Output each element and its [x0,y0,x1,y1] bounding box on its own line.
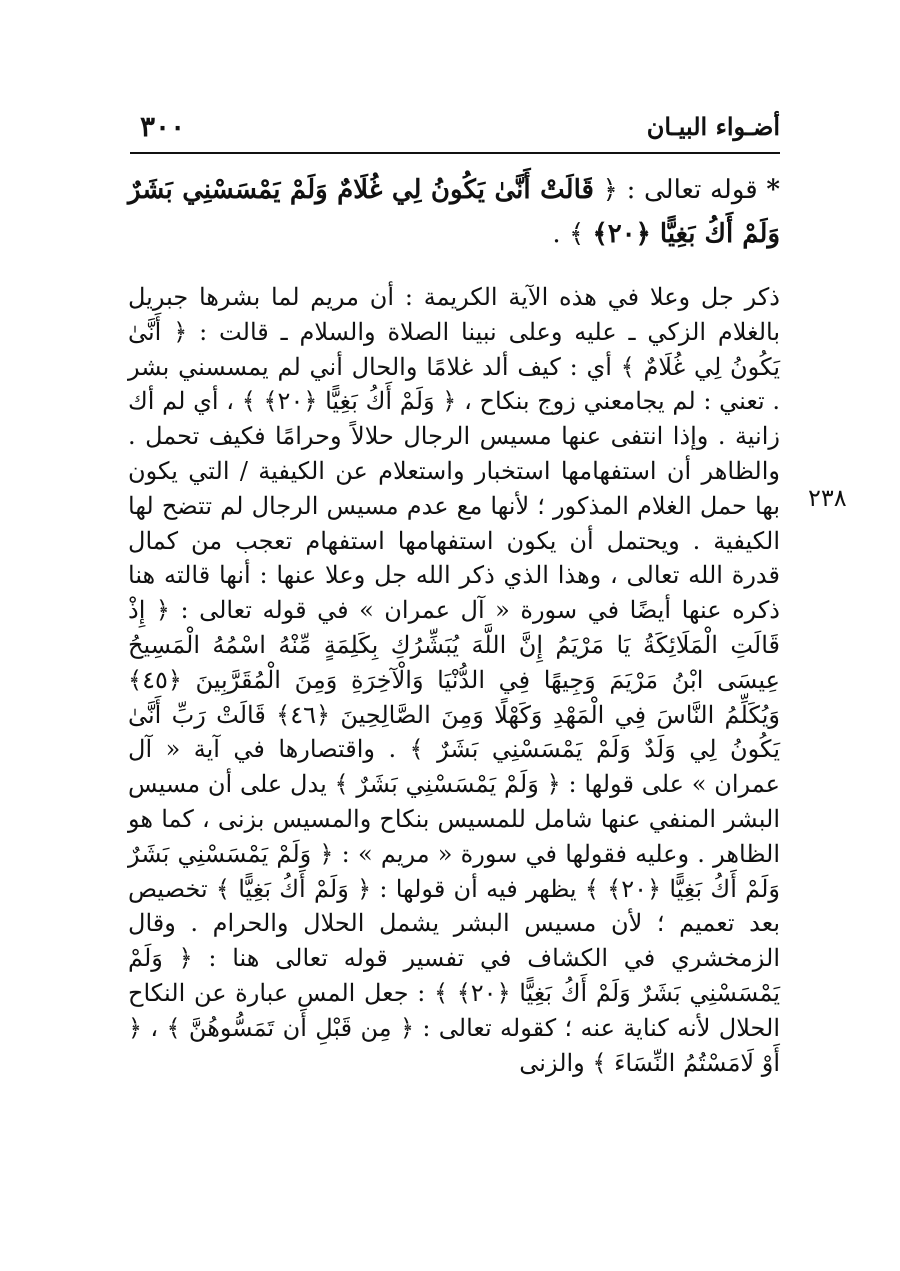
margin-page-reference: ٢٣٨ [808,484,847,512]
verse-heading [128,168,780,256]
verse-period: . [552,219,561,249]
page-number: ٣٠٠ [140,110,186,143]
quran-verse-text: قَالَتْ أَنَّىٰ يَكُونُ لِي غُلَامٌ وَلَمْ يَمْسَسْنِي بَشَرٌ وَلَمْ أَكُ بَغِيًّا ﴿٢٠﴾ [128,175,780,249]
verse-lead: قوله تعالى : [626,175,758,205]
close-ornate-bracket: ﴾ [568,219,585,249]
open-ornate-bracket: ﴿ [602,175,618,205]
page-body [128,168,780,1080]
page-header [130,108,780,154]
commentary-paragraph: ذكر جل وعلا في هذه الآية الكريمة : أن مريم لما بشرها جبريل بالغلام الزكي ـ عليه وعلى نبينا الصلاة والسلام ـ قالت : ﴿ أَنَّىٰ يَكُونُ لِي غُلَامٌ ﴾ أي : كيف ألد غلامًا والحال أني لم يمسسني بشر . تعني : لم يجامعني زوج بنكاح ، ﴿ وَلَمْ أَكُ بَغِيًّا ﴿٢٠﴾ ﴾ ، أي لم أك زانية . وإذا انتفى عنها مسيس الرجال حلالاً وحرامًا فكيف تحمل . والظاهر أن استفهامها استخبار واستعلام عن الكيفية / التي يكون بها حمل الغلام المذكور ؛ لأنها مع عدم مسيس الرجال لم تتضح لها الكيفية . ويحتمل أن يكون استفهامها استفهام تعجب من كمال قدرة الله تعالى ، وهذا الذي ذكر الله جل وعلا عنها : أنها قالته هنا ذكره عنها أيضًا في سورة « آل عمران » في قوله تعالى : ﴿ إِذْ قَالَتِ الْمَلَائِكَةُ يَا مَرْيَمُ إِنَّ اللَّهَ يُبَشِّرُكِ بِكَلِمَةٍ مِّنْهُ اسْمُهُ الْمَسِيحُ عِيسَى ابْنُ مَرْيَمَ وَجِيهًا فِي الدُّنْيَا وَالْآخِرَةِ وَمِنَ الْمُقَرَّبِينَ ﴿٤٥﴾ وَيُكَلِّمُ النَّاسَ فِي الْمَهْدِ وَكَهْلًا وَمِنَ الصَّالِحِينَ ﴿٤٦﴾ قَالَتْ رَبِّ أَنَّىٰ يَكُونُ لِي وَلَدٌ وَلَمْ يَمْسَسْنِي بَشَرٌ ﴾ . واقتصارها في آية « آل عمران » على قولها : ﴿ وَلَمْ يَمْسَسْنِي بَشَرٌ ﴾ يدل على أن مسيس البشر المنفي عنها شامل للمسيس بنكاح والمسيس بزنى ، كما هو الظاهر . وعليه فقولها في سورة « مريم » : ﴿ وَلَمْ يَمْسَسْنِي بَشَرٌ وَلَمْ أَكُ بَغِيًّا ﴿٢٠﴾ ﴾ يظهر فيه أن قولها : ﴿ وَلَمْ أَكُ بَغِيًّا ﴾ تخصيص بعد تعميم ؛ لأن مسيس البشر يشمل الحلال والحرام . وقال الزمخشري في الكشاف في تفسير قوله تعالى هنا : ﴿ وَلَمْ يَمْسَسْنِي بَشَرٌ وَلَمْ أَكُ بَغِيًّا ﴿٢٠﴾ ﴾ : جعل المس عبارة عن النكاح الحلال لأنه كناية عنه ؛ كقوله تعالى : ﴿ مِن قَبْلِ أَن تَمَسُّوهُنَّ ﴾ ، ﴿ أَوْ لَامَسْتُمُ النِّسَاءَ ﴾ والزنى [128,283,781,1077]
book-title: أضـواء البيـان [646,112,780,141]
asterisk-marker: * [766,175,781,205]
